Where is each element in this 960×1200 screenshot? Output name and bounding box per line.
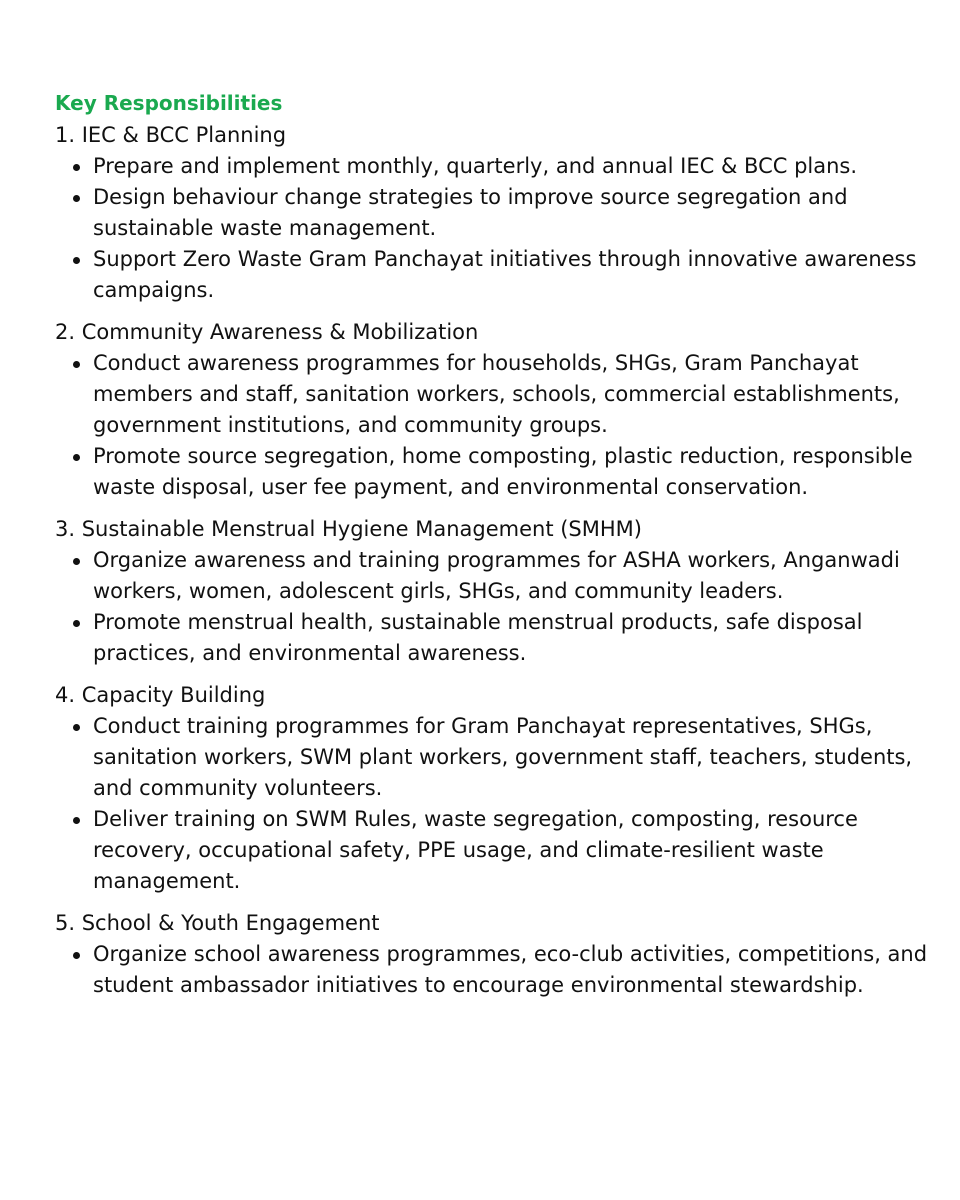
list-item	[55, 711, 935, 804]
bullet-text: Promote menstrual health, sustainable menstrual products, safe disposal practices, and environmental awareness.	[93, 610, 863, 665]
bullet-dot-icon	[73, 195, 80, 202]
bullet-list	[55, 711, 935, 897]
list-item	[55, 441, 935, 503]
responsibility-section	[55, 908, 935, 1001]
bullet-list	[55, 151, 935, 306]
bullet-text: Design behaviour change strategies to improve source segregation and sustainable waste management.	[93, 185, 848, 240]
responsibility-section	[55, 514, 935, 669]
bullet-text: Promote source segregation, home composting, plastic reduction, responsible waste disposal, user fee payment, and environmental conservation.	[93, 444, 913, 499]
list-item	[55, 804, 935, 897]
bullet-list	[55, 545, 935, 669]
bullet-dot-icon	[73, 361, 80, 368]
list-item	[55, 151, 935, 182]
bullet-text: Conduct training programmes for Gram Panchayat representatives, SHGs, sanitation workers, SWM plant workers, government staff, teachers, students, and community volunteers.	[93, 714, 913, 800]
bullet-text: Support Zero Waste Gram Panchayat initiatives through innovative awareness campaigns.	[93, 247, 917, 302]
list-item	[55, 607, 935, 669]
bullet-dot-icon	[73, 454, 80, 461]
bullet-text: Organize school awareness programmes, eco-club activities, competitions, and student ambassador initiatives to encourage environmental stewardship.	[93, 942, 928, 997]
document-body	[55, 88, 935, 1012]
responsibility-section	[55, 680, 935, 897]
bullet-text: Deliver training on SWM Rules, waste segregation, composting, resource recovery, occupational safety, PPE usage, and climate-resilient waste management.	[93, 807, 858, 893]
list-item	[55, 348, 935, 441]
list-item	[55, 182, 935, 244]
bullet-list	[55, 348, 935, 503]
bullet-list	[55, 939, 935, 1001]
bullet-dot-icon	[73, 620, 80, 627]
bullet-dot-icon	[73, 257, 80, 264]
bullet-dot-icon	[73, 952, 80, 959]
page-title: Key Responsibilities	[55, 91, 283, 115]
bullet-dot-icon	[73, 558, 80, 565]
responsibilities-list	[55, 120, 935, 1001]
responsibility-section	[55, 120, 935, 306]
section-title: 5. School & Youth Engagement	[55, 911, 380, 935]
responsibility-section	[55, 317, 935, 503]
section-title: 4. Capacity Building	[55, 683, 266, 707]
bullet-text: Conduct awareness programmes for households, SHGs, Gram Panchayat members and staff, sanitation workers, schools, commercial establishments, government institutions, and community groups.	[93, 351, 900, 437]
section-title: 1. IEC & BCC Planning	[55, 123, 287, 147]
bullet-text: Prepare and implement monthly, quarterly, and annual IEC & BCC plans.	[93, 154, 858, 178]
bullet-dot-icon	[73, 724, 80, 731]
section-title: 3. Sustainable Menstrual Hygiene Management (SMHM)	[55, 517, 642, 541]
section-title: 2. Community Awareness & Mobilization	[55, 320, 479, 344]
bullet-dot-icon	[73, 164, 80, 171]
bullet-text: Organize awareness and training programmes for ASHA workers, Anganwadi workers, women, adolescent girls, SHGs, and community leaders.	[93, 548, 900, 603]
list-item	[55, 545, 935, 607]
bullet-dot-icon	[73, 817, 80, 824]
list-item	[55, 244, 935, 306]
list-item	[55, 939, 935, 1001]
